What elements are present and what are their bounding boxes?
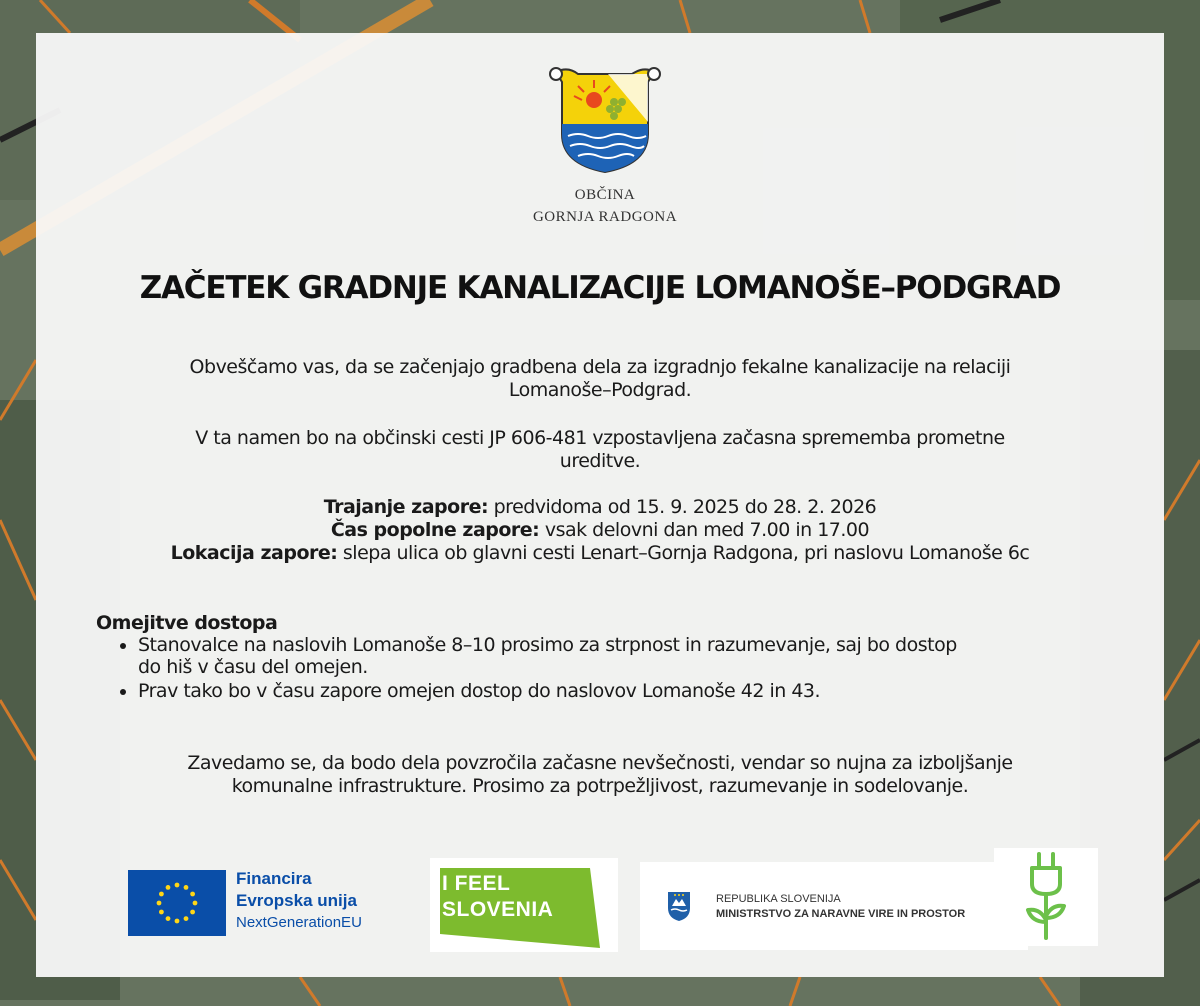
closure-full — [60, 519, 1140, 542]
full-closure-label: Čas popolne zapore: — [330, 519, 540, 541]
restrictions-heading: Omejitve dostopa — [96, 612, 278, 634]
municipality-name — [455, 184, 755, 228]
municipality-line2: GORNJA RADGONA — [532, 209, 678, 225]
ministry-line2: MINISTRSTVO ZA NARAVNE VIRE IN PROSTOR — [716, 908, 966, 920]
closing-line1: Zavedamo se, da bodo dela povzročila začasne nevšečnosti, vendar so nujna za izboljšanje — [187, 752, 1013, 774]
list-item — [138, 634, 1138, 678]
list-item: • Prav tako bo v času zapore omejen dostop do naslovov Lomanoše 42 in 43. — [138, 680, 1138, 702]
restriction-item1-line1: Stanovalce na naslovih Lomanoše 8–10 prosimo za strpnost in razumevanje, saj bo dostop — [138, 634, 957, 656]
eu-text — [236, 868, 362, 934]
intro-paragraph-1 — [110, 356, 1090, 402]
municipality-line1: OBČINA — [574, 187, 636, 203]
eu-line2: Evropska unija — [236, 891, 357, 910]
restrictions-list — [98, 634, 1138, 704]
eu-flag-icon — [128, 870, 226, 936]
intro-p2-line2: ureditve. — [559, 450, 641, 472]
location-label: Lokacija zapore: — [170, 542, 338, 564]
full-closure-value: vsak delovni dan med 7.00 in 17.00 — [544, 519, 870, 541]
intro-p1-line2: Lomanoše–Podgrad. — [508, 379, 692, 401]
intro-p1-line1: Obveščamo vas, da se začenjajo gradbena dela za izgradnjo fekalne kanalizacije na relaciji — [189, 356, 1011, 378]
i-feel-slovenia-logo — [430, 858, 618, 952]
restriction-item1-line2: do hiš v času del omejen. — [138, 656, 368, 678]
municipal-crest-logo — [548, 64, 662, 176]
ministry-logo — [640, 862, 1028, 950]
duration-label: Trajanje zapore: — [323, 496, 489, 518]
ifeel-line1: I FEEL — [442, 872, 511, 895]
duration-value: predvidoma od 15. 9. 2025 do 28. 2. 2026 — [493, 496, 877, 518]
page-title: ZAČETEK GRADNJE KANALIZACIJE LOMANOŠE–PODGRAD — [139, 270, 1061, 306]
closing-paragraph — [110, 752, 1090, 798]
closure-duration — [60, 496, 1140, 519]
intro-p2-line1: V ta namen bo na občinski cesti JP 606-481 vzpostavljena začasna sprememba prometne — [195, 427, 1005, 449]
closure-location — [60, 542, 1140, 565]
closing-line2: komunalne infrastrukture. Prosimo za potrpežljivost, razumevanje in sodelovanje. — [231, 775, 969, 797]
slovenia-crest-icon — [666, 890, 692, 922]
plug-leaf-icon — [994, 848, 1098, 946]
eu-funding-logo — [128, 868, 428, 938]
closure-details — [60, 496, 1140, 565]
location-value: slepa ulica ob glavni cesti Lenart–Gornja Radgona, pri naslovu Lomanoše 6c — [342, 542, 1030, 564]
ifeel-line2: SLOVENIA — [442, 898, 554, 921]
eu-line1: Financira — [236, 869, 312, 888]
plug-logo — [994, 848, 1098, 946]
ministry-line1: REPUBLIKA SLOVENIJA — [716, 893, 841, 905]
eu-line3: NextGenerationEU — [236, 914, 362, 931]
intro-paragraph-2 — [110, 427, 1090, 473]
